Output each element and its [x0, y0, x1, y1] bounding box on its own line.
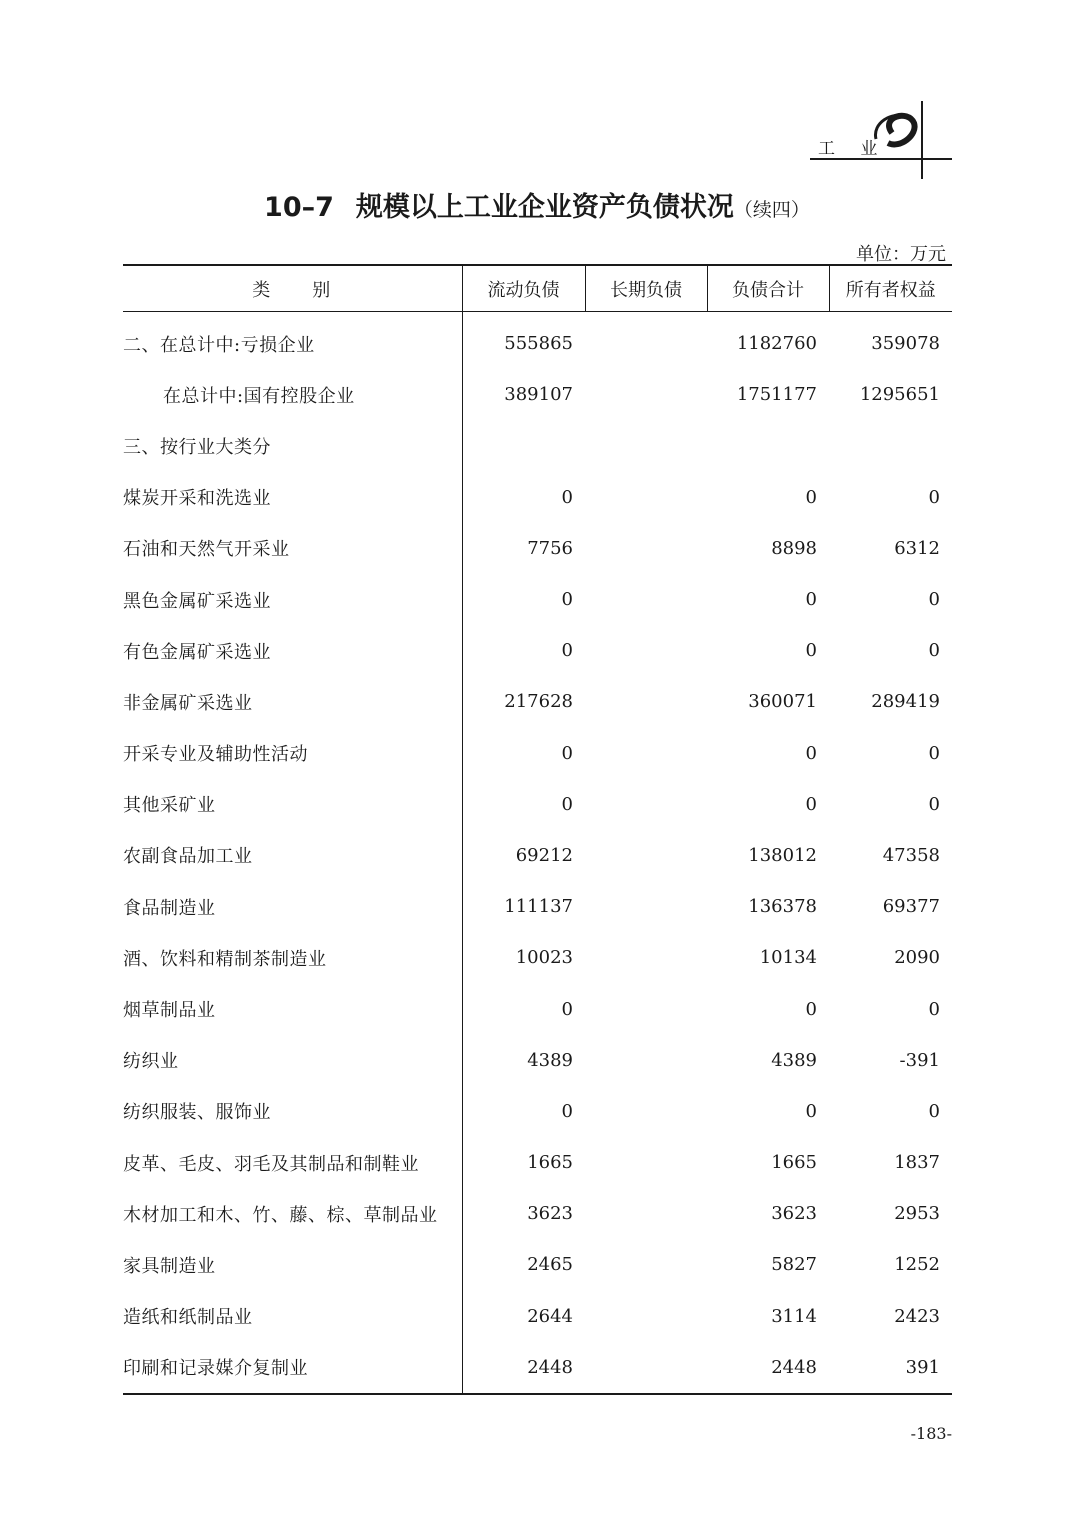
- cell-long-term-liabilities: [585, 1188, 707, 1239]
- cell-long-term-liabilities: [585, 1291, 707, 1342]
- cell-current-liabilities: 2644: [527, 1305, 573, 1327]
- cell-current-liabilities: 0: [561, 793, 573, 815]
- cell-owners-equity: 0: [928, 793, 940, 815]
- cell-long-term-liabilities: [585, 676, 707, 727]
- cell-current-liabilities: 2448: [462, 1342, 585, 1394]
- table-number: 10–7: [264, 192, 334, 223]
- cell-total-liabilities: 1751177: [736, 384, 817, 406]
- table-row: [123, 574, 952, 625]
- cell-total-liabilities: 0: [805, 486, 817, 508]
- row-category: 造纸和纸制品业: [123, 1291, 462, 1342]
- table-row: [123, 1137, 952, 1188]
- row-category: 在总计中:国有控股企业: [123, 369, 462, 420]
- table-row: [123, 312, 952, 370]
- table-row: [123, 779, 952, 830]
- table-row: [123, 983, 952, 1034]
- cell-total-liabilities: 138012: [748, 844, 817, 866]
- cell-current-liabilities: 0: [561, 640, 573, 662]
- cell-long-term-liabilities: [585, 1137, 707, 1188]
- column-header-current-liabilities: 流动负债: [462, 265, 585, 312]
- column-header-total-liabilities: 负债合计: [707, 265, 829, 312]
- row-category: 其他采矿业: [123, 779, 462, 830]
- row-category: 石油和天然气开采业: [123, 523, 462, 574]
- cell-total-liabilities: 0: [805, 640, 817, 662]
- cell-owners-equity: 1837: [894, 1152, 940, 1174]
- table-row: [123, 830, 952, 881]
- row-category: 烟草制品业: [123, 983, 462, 1034]
- continuation-note: （续四）: [733, 199, 810, 221]
- cell-long-term-liabilities: [585, 574, 707, 625]
- row-category: 印刷和记录媒介复制业: [123, 1342, 462, 1394]
- table-row: [123, 676, 952, 727]
- cell-total-liabilities: 4389: [771, 1049, 817, 1071]
- row-category: 三、按行业大类分: [123, 420, 462, 471]
- row-category: 食品制造业: [123, 881, 462, 932]
- cell-long-term-liabilities: [585, 1239, 707, 1290]
- row-category: 有色金属矿采选业: [123, 625, 462, 676]
- cell-owners-equity: 0: [928, 640, 940, 662]
- row-category: 开采专业及辅助性活动: [123, 728, 462, 779]
- table-row: [123, 1188, 952, 1239]
- table-row: [123, 1342, 952, 1394]
- cell-current-liabilities: [462, 420, 585, 471]
- cell-total-liabilities: 10134: [759, 947, 817, 969]
- cell-owners-equity: 6312: [894, 537, 940, 559]
- row-category: 黑色金属矿采选业: [123, 574, 462, 625]
- cell-current-liabilities: 69212: [515, 844, 573, 866]
- cell-owners-equity: 0: [928, 589, 940, 611]
- cell-long-term-liabilities: [585, 728, 707, 779]
- cell-total-liabilities: 0: [805, 589, 817, 611]
- cell-current-liabilities: 3623: [527, 1203, 573, 1225]
- cell-current-liabilities: 0: [561, 486, 573, 508]
- row-category: 家具制造业: [123, 1239, 462, 1290]
- column-header-owners-equity: 所有者权益: [829, 265, 952, 312]
- table-row: [123, 1086, 952, 1137]
- table-row: [123, 1239, 952, 1290]
- cell-owners-equity: 0: [928, 998, 940, 1020]
- cell-total-liabilities: [707, 420, 829, 471]
- cell-long-term-liabilities: [585, 932, 707, 983]
- cell-long-term-liabilities: [585, 1086, 707, 1137]
- cell-owners-equity: 391: [829, 1342, 952, 1394]
- cell-owners-equity: 0: [928, 1100, 940, 1122]
- unit-label: 单位：万元: [856, 244, 946, 265]
- cell-current-liabilities: 111137: [504, 896, 573, 918]
- cell-current-liabilities: 0: [561, 742, 573, 764]
- cell-long-term-liabilities: [585, 420, 707, 471]
- row-category: 酒、饮料和精制茶制造业: [123, 932, 462, 983]
- cell-long-term-liabilities: [585, 1035, 707, 1086]
- page-title: [0, 185, 1074, 224]
- cell-total-liabilities: 5827: [771, 1254, 817, 1276]
- row-category: 煤炭开采和洗选业: [123, 472, 462, 523]
- section-label: 工 业: [818, 139, 888, 159]
- data-table: [123, 264, 952, 1395]
- cell-owners-equity: 69377: [882, 896, 940, 918]
- table-row: [123, 1035, 952, 1086]
- cell-long-term-liabilities: [585, 983, 707, 1034]
- cell-total-liabilities: 1182760: [736, 333, 817, 355]
- row-category: 木材加工和木、竹、藤、棕、草制品业: [123, 1188, 462, 1239]
- cell-total-liabilities: 3623: [771, 1203, 817, 1225]
- row-category: 皮革、毛皮、羽毛及其制品和制鞋业: [123, 1137, 462, 1188]
- cell-owners-equity: 1295651: [859, 384, 940, 406]
- cell-long-term-liabilities: [585, 369, 707, 420]
- cell-current-liabilities: 4389: [527, 1049, 573, 1071]
- cell-long-term-liabilities: [585, 472, 707, 523]
- table-row: [123, 881, 952, 932]
- table-title: 规模以上工业企业资产负债状况: [355, 192, 734, 223]
- cell-total-liabilities: 0: [805, 793, 817, 815]
- cell-current-liabilities: 0: [561, 998, 573, 1020]
- cell-total-liabilities: 136378: [748, 896, 817, 918]
- row-category: 纺织服装、服饰业: [123, 1086, 462, 1137]
- cell-owners-equity: [829, 420, 952, 471]
- cell-owners-equity: 1252: [894, 1254, 940, 1276]
- cell-current-liabilities: 217628: [504, 691, 573, 713]
- cell-owners-equity: 2423: [894, 1305, 940, 1327]
- table-row: [123, 369, 952, 420]
- cell-current-liabilities: 389107: [504, 384, 573, 406]
- cell-total-liabilities: 0: [805, 742, 817, 764]
- table-row: [123, 1291, 952, 1342]
- row-category: 二、在总计中:亏损企业: [123, 312, 462, 370]
- cell-owners-equity: -391: [899, 1049, 940, 1071]
- cell-total-liabilities: 3114: [771, 1305, 817, 1327]
- cell-long-term-liabilities: [585, 779, 707, 830]
- cell-total-liabilities: 8898: [771, 537, 817, 559]
- cell-owners-equity: 47358: [882, 844, 940, 866]
- cell-total-liabilities: 2448: [707, 1342, 829, 1394]
- page-number: -183-: [910, 1424, 952, 1443]
- cell-owners-equity: 289419: [871, 691, 940, 713]
- cell-current-liabilities: 555865: [504, 333, 573, 355]
- table-row: [123, 420, 952, 471]
- cell-long-term-liabilities: [585, 881, 707, 932]
- cell-total-liabilities: 360071: [748, 691, 817, 713]
- cell-current-liabilities: 0: [561, 589, 573, 611]
- cell-long-term-liabilities: [585, 830, 707, 881]
- table-row: [123, 932, 952, 983]
- cell-total-liabilities: 0: [805, 998, 817, 1020]
- cell-current-liabilities: 2465: [527, 1254, 573, 1276]
- cell-long-term-liabilities: [585, 625, 707, 676]
- cell-current-liabilities: 0: [561, 1100, 573, 1122]
- column-header-long-term-liabilities: 长期负债: [585, 265, 707, 312]
- table-row: [123, 728, 952, 779]
- cell-owners-equity: 359078: [871, 333, 940, 355]
- cell-current-liabilities: 7756: [527, 537, 573, 559]
- cell-current-liabilities: 10023: [515, 947, 573, 969]
- table-row: [123, 625, 952, 676]
- cell-owners-equity: 2953: [894, 1203, 940, 1225]
- table-header-row: [123, 265, 952, 312]
- row-category: 农副食品加工业: [123, 830, 462, 881]
- cell-total-liabilities: 1665: [771, 1152, 817, 1174]
- cell-long-term-liabilities: [585, 523, 707, 574]
- cell-long-term-liabilities: [585, 1342, 707, 1394]
- row-category: 非金属矿采选业: [123, 676, 462, 727]
- column-header-category: 类 别: [123, 265, 462, 312]
- table-row: [123, 523, 952, 574]
- cell-owners-equity: 2090: [894, 947, 940, 969]
- row-category: 纺织业: [123, 1035, 462, 1086]
- cell-long-term-liabilities: [585, 312, 707, 370]
- cell-owners-equity: 0: [928, 486, 940, 508]
- cell-current-liabilities: 1665: [527, 1152, 573, 1174]
- table-row: [123, 472, 952, 523]
- cell-owners-equity: 0: [928, 742, 940, 764]
- cell-total-liabilities: 0: [805, 1100, 817, 1122]
